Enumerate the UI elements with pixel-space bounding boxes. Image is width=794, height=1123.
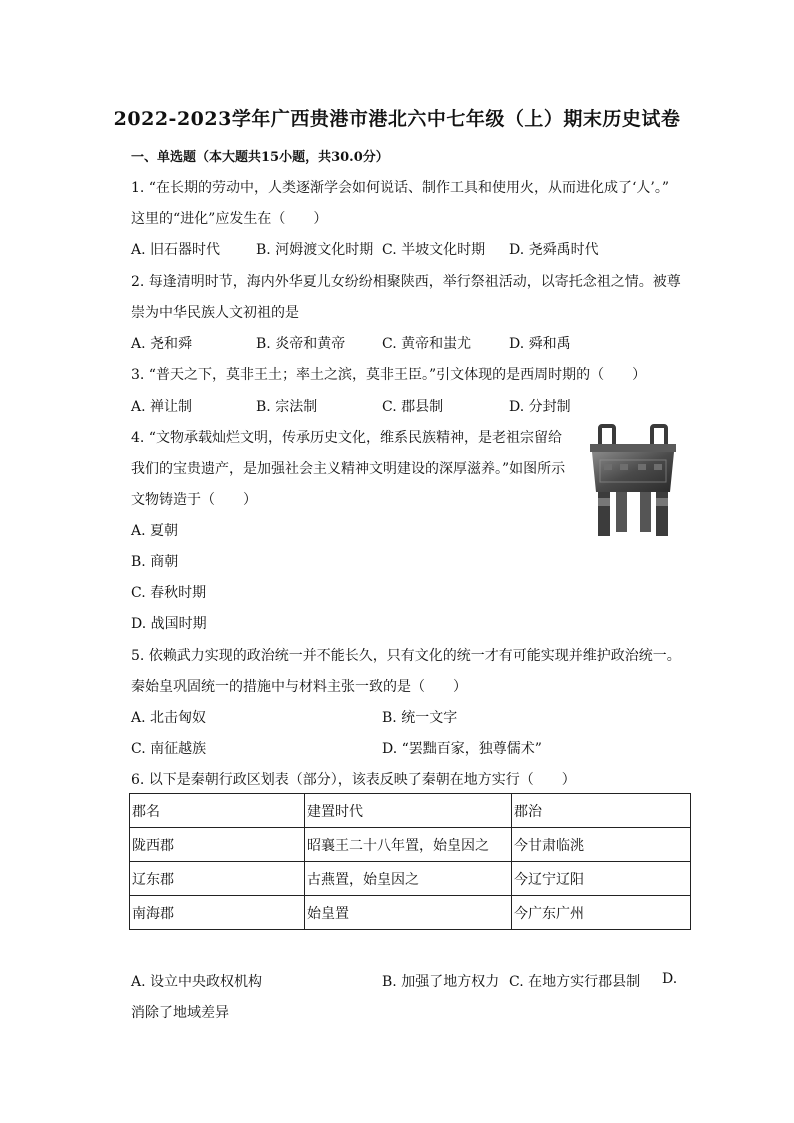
q6-option-d: D. (662, 971, 678, 987)
q2-option-c: C. 黄帝和蚩尤 (382, 336, 472, 352)
q3-option-b: B. 宗法制 (256, 399, 318, 415)
table-row (130, 862, 691, 896)
table-cell: 今甘肃临洮 (512, 828, 691, 862)
q5-option-c: C. 南征越族 (131, 741, 207, 757)
table-cell: 昭襄王二十八年置，始皇因之 (305, 828, 512, 862)
table-row (130, 896, 691, 930)
q6-option-a: A. 设立中央政权机构 (131, 974, 263, 990)
q1-option-b: B. 河姆渡文化时期 (256, 242, 374, 258)
table-cell: 今辽宁辽阳 (512, 862, 691, 896)
q1-stem-line2: 这里的“进化”应发生在（ ） (131, 211, 328, 227)
q3-stem-line1: 3. “普天之下，莫非王土；率土之滨，莫非王臣。”引文体现的是西周时期的（ ） (131, 367, 647, 383)
q5-stem-line1: 5. 依赖武力实现的政治统一并不能长久，只有文化的统一才有可能实现并维护政治统一。 (131, 648, 681, 664)
q3-option-c: C. 郡县制 (382, 399, 444, 415)
table-cell: 今广东广州 (512, 896, 691, 930)
table-header-cell: 郡名 (130, 794, 305, 828)
table-header-cell: 郡治 (512, 794, 691, 828)
table-cell: 南海郡 (130, 896, 305, 930)
q3-option-d: D. 分封制 (509, 399, 571, 415)
q4-option-a: A. 夏朝 (131, 523, 179, 539)
q1-option-d: D. 尧舜禹时代 (509, 242, 599, 258)
q2-option-a: A. 尧和舜 (131, 336, 193, 352)
q2-stem-line1: 2. 每逢清明时节，海内外华夏儿女纷纷相聚陕西，举行祭祖活动，以寄托念祖之情。被尊 (131, 274, 681, 290)
table-cell: 古燕置，始皇因之 (305, 862, 512, 896)
q2-option-d: D. 舜和禹 (509, 336, 571, 352)
q1-option-c: C. 半坡文化时期 (382, 242, 486, 258)
q6-option-b: B. 加强了地方权力 (382, 974, 500, 990)
q5-option-b: B. 统一文字 (382, 710, 458, 726)
qin-admin-table (129, 793, 691, 930)
section-heading: 一、单选题（本大题共15小题，共30.0分） (131, 150, 389, 165)
bronze-ding-image (586, 424, 678, 538)
q4-option-c: C. 春秋时期 (131, 585, 207, 601)
table-header-cell: 建置时代 (305, 794, 512, 828)
table-cell: 始皇置 (305, 896, 512, 930)
q4-option-b: B. 商朝 (131, 554, 179, 570)
q5-stem-line2: 秦始皇巩固统一的措施中与材料主张一致的是（ ） (131, 679, 467, 695)
table-row (130, 828, 691, 862)
q2-option-b: B. 炎帝和黄帝 (256, 336, 346, 352)
q4-stem-line3: 文物铸造于（ ） (131, 492, 257, 508)
q4-stem-line2: 我们的宝贵遗产，是加强社会主义精神文明建设的深厚滋养。”如图所示 (131, 461, 566, 477)
q5-option-d: D. “罢黜百家，独尊儒术” (382, 741, 542, 757)
exam-title: 2022-2023学年广西贵港市港北六中七年级（上）期末历史试卷 (113, 108, 681, 130)
table-header-row (130, 794, 691, 828)
q3-option-a: A. 禅让制 (131, 399, 193, 415)
q4-option-d: D. 战国时期 (131, 616, 207, 632)
q6-stem-line1: 6. 以下是秦朝行政区划表（部分），该表反映了秦朝在地方实行（ ） (131, 772, 576, 788)
q6-option-c: C. 在地方实行郡县制 (509, 974, 641, 990)
q6-option-d-continued: 消除了地域差异 (131, 1005, 229, 1021)
table-cell: 辽东郡 (130, 862, 305, 896)
q4-stem-line1: 4. “文物承载灿烂文明，传承历史文化，维系民族精神，是老祖宗留给 (131, 430, 562, 446)
q2-stem-line2: 崇为中华民族人文初祖的是 (131, 305, 299, 321)
table-cell: 陇西郡 (130, 828, 305, 862)
q1-option-a: A. 旧石器时代 (131, 242, 221, 258)
q1-stem-line1: 1. “在长期的劳动中，人类逐渐学会如何说话、制作工具和使用火，从而进化成了‘人’。” (131, 180, 670, 196)
q5-option-a: A. 北击匈奴 (131, 710, 207, 726)
